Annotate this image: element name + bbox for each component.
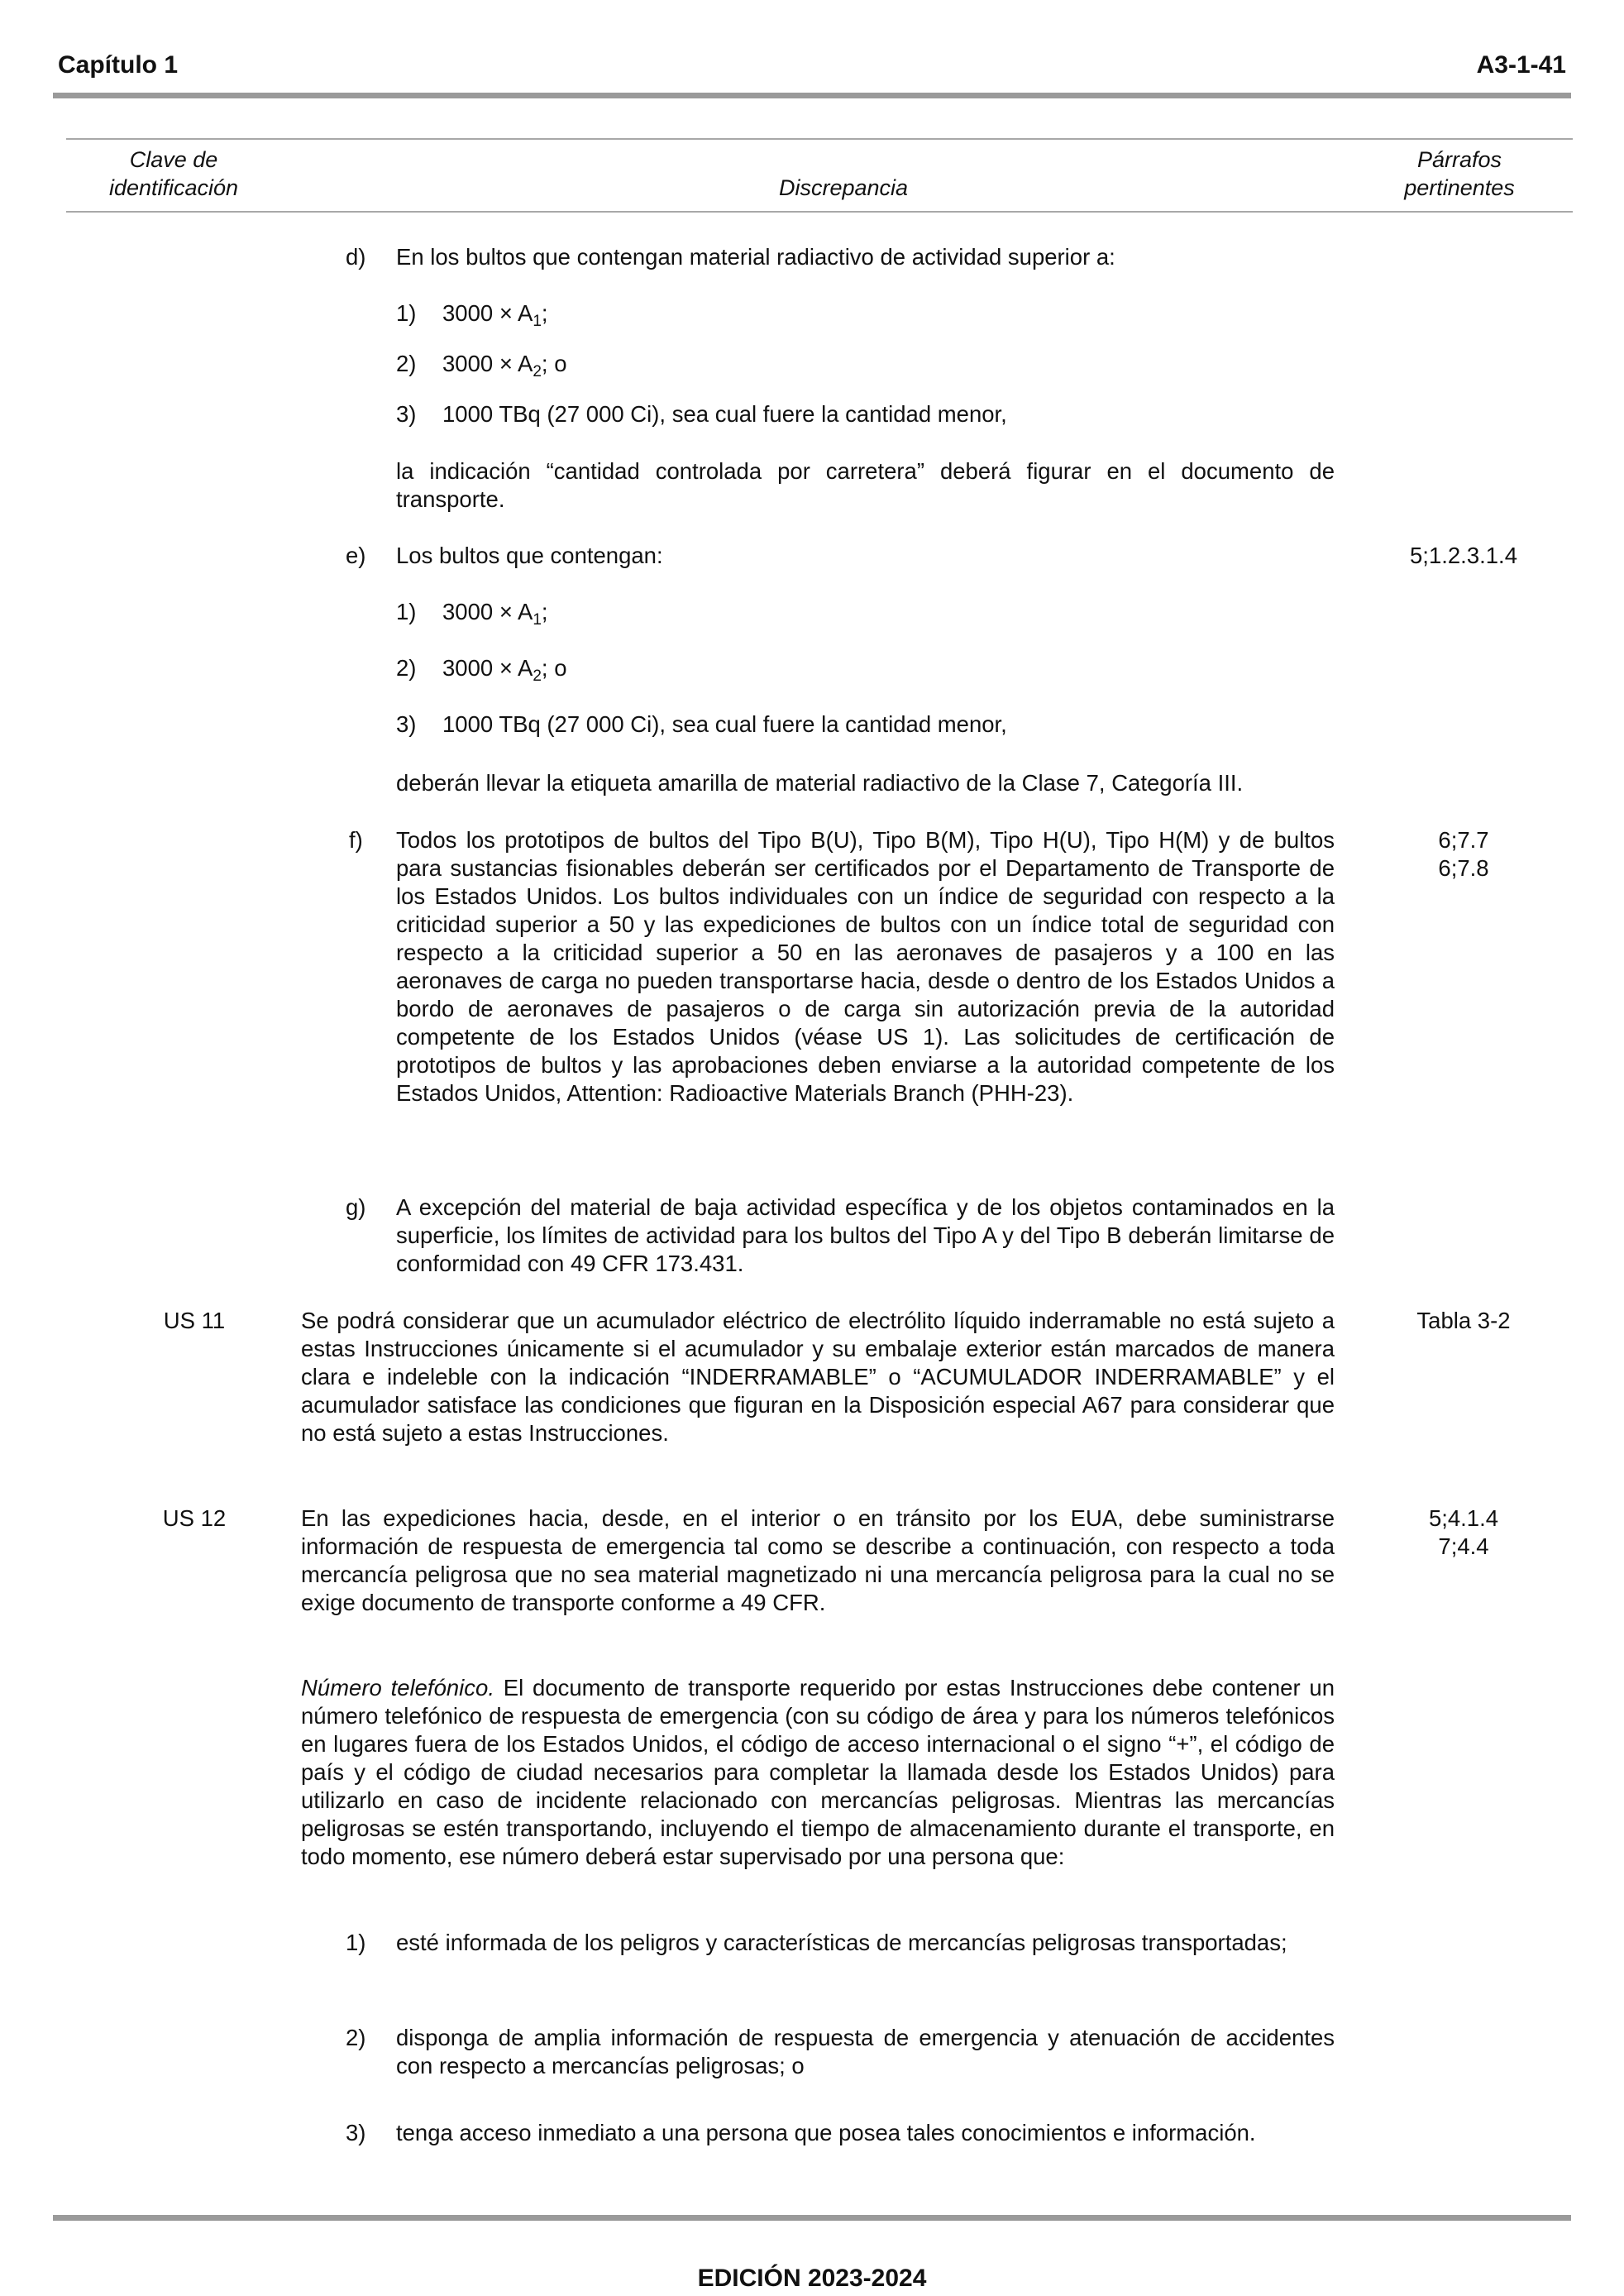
item-f-text: Todos los prototipos de bultos del Tipo B(U), Tipo B(M), Tipo H(U), Tipo H(M) y de bultos para sustancias fisionables deberán ser certificados por el Departamento de Transporte de los Estados Unidos. Los bultos individuales con un índice de seguridad con respecto a la criticidad superior a 50 y las expediciones de bultos con un índice total de seguridad con respecto a la criticidad superior a 50 en las aeronaves de pasajeros y a 100 en las aeronaves de carga no pueden transportarse hacia, desde o dentro de los Estados Unidos a bordo de aeronaves de pasajeros o de carga sin autorización previa de la autoridad competente de los Estados Unidos (véase US 1). Las solicitudes de certificación de prototipos de bultos y las aprobaciones deben enviarse a la autoridad competente de los Estados Unidos, Attention: Radioactive Materials Branch (PHH-23). <box>396 827 1335 1106</box>
us12-list-3-text: tenga acceso inmediato a una persona que posea tales conocimientos e información. <box>396 2120 1256 2145</box>
item-e-text: Los bultos que contengan: <box>396 543 663 568</box>
item-d-sub3-num: 3) <box>396 401 417 427</box>
us12-phone-paragraph: Número telefónico. El documento de transporte requerido por estas Instrucciones debe contener un número telefónico de respuesta de emergencia (con su código de área y para los números telefónicos en lugares fuera de los Estados Unidos, el código de acceso internacional o el signo “+”, el código de país y el código de ciudad necesarios para completar la llamada desde los Estados Unidos) para utilizarlo en caso de incidente relacionado con mercancías peligrosas. Mientras las mercancías peligrosas se estén transportando, incluyendo el tiempo de almacenamiento durante el transporte, en todo momento, ese número deberá estar supervisado por una persona que: <box>301 1675 1335 1869</box>
us11-key: US 11 <box>163 1308 226 1333</box>
column-header-discrepancy: Discrepancia <box>778 175 909 200</box>
item-f-references: 6;7.7 6;7.8 <box>1438 827 1489 881</box>
item-e-sub3-text: 1000 TBq (27 000 Ci), sea cual fuere la cantidad menor, <box>442 711 1007 737</box>
page-number: A3-1-41 <box>1476 51 1566 79</box>
table-header-top-rule <box>66 138 1573 140</box>
item-d-label: d) <box>346 244 366 270</box>
column-header-references: Párrafos pertinentes <box>1404 147 1515 200</box>
item-f-label: f) <box>349 827 363 853</box>
item-d-text: En los bultos que contengan material radiactivo de actividad superior a: <box>396 244 1115 270</box>
item-e-label: e) <box>346 543 366 568</box>
item-e-sub1-num: 1) <box>396 599 417 624</box>
chapter-title: Capítulo 1 <box>58 51 179 79</box>
column-header-key: Clave de identificación <box>108 147 239 200</box>
us12-list-2-num: 2) <box>346 2025 366 2050</box>
item-d-sub3-text: 1000 TBq (27 000 Ci), sea cual fuere la cantidad menor, <box>442 401 1007 427</box>
edition-footer: EDICIÓN 2023-2024 <box>697 2265 927 2292</box>
item-e-sub1-text: $3000 \times A_1$; <box>442 599 548 629</box>
item-e-tail: deberán llevar la etiqueta amarilla de material radiactivo de la Clase 7, Categoría III. <box>396 770 1244 796</box>
item-e-sub2-num: 2) <box>396 655 417 681</box>
item-d-sub2-text: $3000 \times A_2$; o <box>442 351 567 380</box>
header-divider <box>53 93 1571 98</box>
us11-reference: Tabla 3-2 <box>1416 1308 1511 1333</box>
item-e-reference: 5;1.2.3.1.4 <box>1410 543 1517 568</box>
us12-list-1-num: 1) <box>346 1930 366 1955</box>
us11-text: Se podrá considerar que un acumulador eléctrico de electrólito líquido inderramable no está sujeto a estas Instrucciones únicamente si el acumulador y su embalaje exterior están marcados de manera clara e indeleble con la indicación “INDERRAMABLE” o “ACUMULADOR INDERRAMABLE” y el acumulador satisface las condiciones que figuran en la Disposición especial A67 para considerar que no está sujeto a estas Instrucciones. <box>301 1308 1335 1446</box>
us12-list-1-text: esté informada de los peligros y características de mercancías peligrosas transportadas; <box>396 1930 1287 1955</box>
item-g-label: g) <box>346 1194 366 1220</box>
item-e-sub3-num: 3) <box>396 711 417 737</box>
table-header-bottom-rule <box>66 211 1573 213</box>
us12-list-3-num: 3) <box>346 2120 366 2145</box>
us12-phone-title: Número telefónico. <box>301 1675 494 1700</box>
us12-text: En las expediciones hacia, desde, en el interior o en tránsito por los EUA, debe suministrarse información de respuesta de emergencia tal como se describe a continuación, con respecto a toda mercancía peligrosa que no sea material magnetizado ni una mercancía peligrosa para la cual no se exige documento de transporte conforme a 49 CFR. <box>301 1505 1335 1615</box>
us12-list-2-text: disponga de amplia información de respuesta de emergencia y atenuación de accidentes con respecto a mercancías peligrosas; o <box>396 2025 1335 2078</box>
item-d-tail: la indicación “cantidad controlada por carretera” deberá figurar en el documento de transporte. <box>396 458 1335 512</box>
item-g-text: A excepción del material de baja actividad específica y de los objetos contaminados en la superficie, los límites de actividad para los bultos del Tipo A y del Tipo B deberán limitarse de conformidad con 49 CFR 173.431. <box>396 1194 1335 1276</box>
item-d-sub2-num: 2) <box>396 351 417 376</box>
item-e-sub2-text: $3000 \times A_2$; o <box>442 655 567 685</box>
item-d-sub1-text: $3000 \times A_1$; <box>442 300 548 330</box>
us12-key: US 12 <box>162 1505 227 1531</box>
footer-divider <box>53 2215 1571 2221</box>
us12-references: 5;4.1.4 7;4.4 <box>1428 1505 1499 1559</box>
item-d-sub1-num: 1) <box>396 300 417 326</box>
